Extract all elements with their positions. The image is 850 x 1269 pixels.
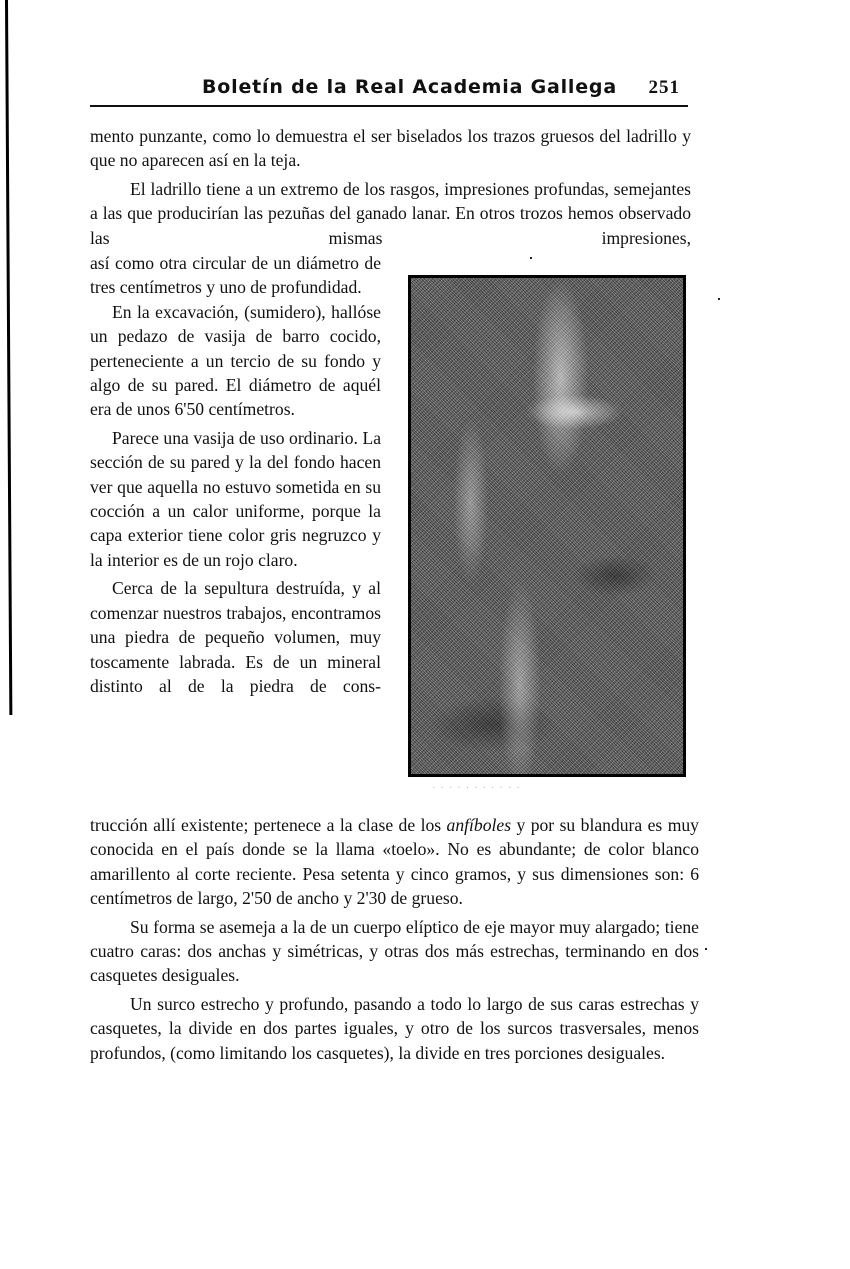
paragraph-ladrillo: El ladrillo tiene a un extremo de los rasgos, impresiones profundas, semejantes a las que producirían las pezuñas del ganado lanar. En otros trozos hemos observado las mismas impresiones,: [90, 178, 691, 248]
running-header: [90, 76, 688, 106]
print-speck: [530, 257, 532, 259]
page-number: 251: [648, 77, 680, 98]
paragraph-continuation: mento punzante, como lo demuestra el ser biselados los trazos gruesos del ladrillo y que no aparecen así en la teja.: [90, 126, 691, 171]
header-rule: [90, 105, 688, 107]
paragraph-excavation: En la excavación, (sumidero), hallóse un pedazo de vasija de barro cocido, perteneciente a un tercio de su fondo y algo de su pared. El diámetro de aquél era de unos 6'50 centímetros.: [90, 301, 381, 420]
narrow-column-text: [90, 251, 381, 698]
paragraph-piedra: Cerca de la sepultura destruída, y al comenzar nuestros trabajos, encontramos una piedra de pequeño volumen, muy toscamente labrada. Es de un mineral distinto al de la piedra de cons-: [90, 578, 381, 696]
page-binding-edge: [5, 0, 12, 715]
paragraph-surco: Un surco estrecho y profundo, pasando a todo lo largo de sus caras estrechas y casquetes, la divide en dos partes iguales, y otro de los surcos trasversales, menos profundos, (como limitando los casquetes), la divide en tres porciones desiguales.: [90, 993, 699, 1063]
text-after-italic: y por su blandura es muy conocida en el país donde se la llama «toelo». No es abundante; de color blanco amarillento al corte reciente. Pesa setenta y cinco gramos, y sus dimensiones son: 6 centímetros de largo, 2'50 de ancho y 2'30 de grueso.: [90, 815, 699, 909]
paragraph-forma: Su forma se asemeja a la de un cuerpo elíptico de eje mayor muy alargado; tiene cuatro caras: dos anchas y simétricas, y otras dos más estrechas, terminando en dos casquetes desiguales.: [90, 916, 699, 986]
excavation-photograph: [408, 275, 686, 777]
bottom-text-block: [90, 813, 699, 1065]
italic-term: anfíboles: [446, 815, 512, 835]
paragraph-vasija: Parece una vasija de uso ordinario. La sección de su pared y la del fondo hacen ver que aquella no estuvo sometida en su cocción a un calor uniforme, porque la capa exterior tiene color gris negruzco y la interior es de un rojo claro.: [90, 427, 381, 570]
text-before-italic: trucción allí existente; pertenece a la clase de los: [90, 815, 447, 835]
top-text-block: [90, 124, 691, 250]
print-speck: [718, 298, 720, 300]
paragraph-anfiboles: [90, 813, 699, 911]
photo-caption: · · · · · · · · · · ·: [432, 782, 521, 794]
print-speck: [705, 948, 707, 950]
paragraph-circular-impression: así como otra circular de un diámetro de tres centímetros y uno de profundidad.: [90, 253, 381, 298]
journal-title: Boletín de la Real Academia Gallega: [202, 76, 617, 98]
